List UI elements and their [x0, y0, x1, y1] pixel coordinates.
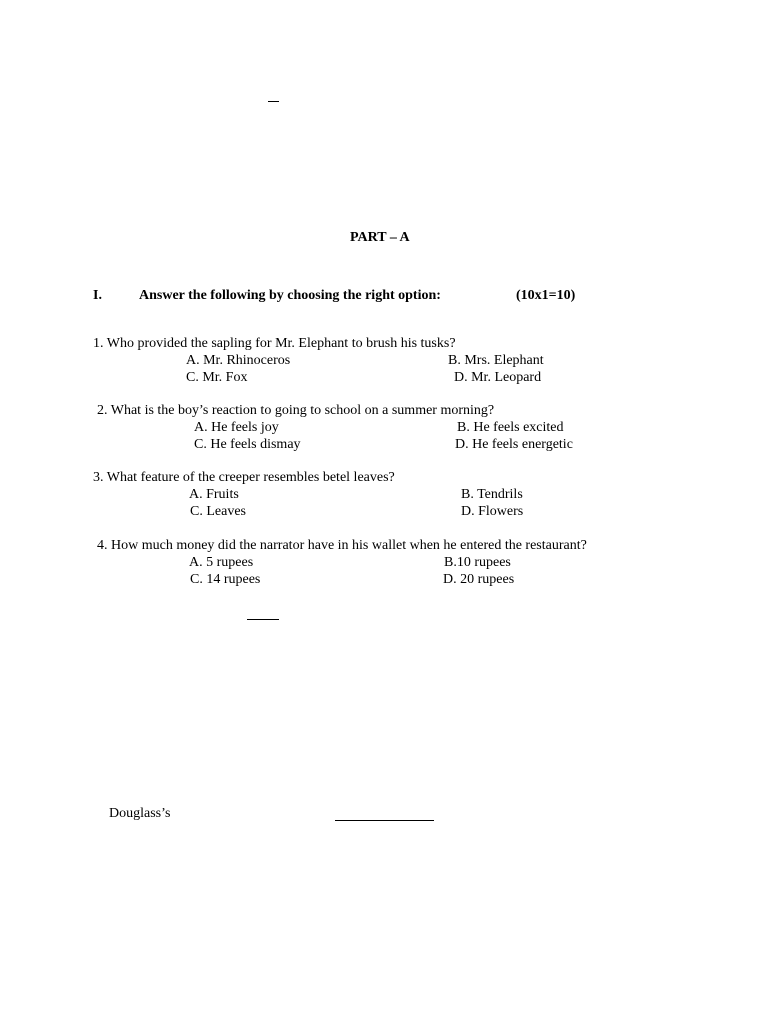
section-marks: (10x1=10)	[516, 288, 576, 303]
question-2: 2. What is the boy’s reaction to going to school on a summer morning?	[97, 403, 495, 418]
question-2-option-b: B. He feels excited	[457, 420, 564, 435]
question-3: 3. What feature of the creeper resembles betel leaves?	[93, 470, 395, 485]
footer-name: Douglass’s	[109, 806, 171, 821]
question-1-option-b: B. Mrs. Elephant	[448, 353, 544, 368]
top-dash	[268, 101, 279, 102]
part-title: PART – A	[350, 230, 410, 245]
question-3-option-c: C. Leaves	[190, 504, 246, 519]
question-4-option-d: D. 20 rupees	[443, 572, 515, 587]
question-2-option-c: C. He feels dismay	[194, 437, 301, 452]
question-3-option-b: B. Tendrils	[461, 487, 523, 502]
question-2-option-a: A. He feels joy	[194, 420, 279, 435]
question-3-option-a: A. Fruits	[189, 487, 239, 502]
question-4: 4. How much money did the narrator have in his wallet when he entered the restaurant?	[97, 538, 587, 553]
answer-blank-short	[247, 619, 279, 620]
section-number: I.	[93, 288, 102, 303]
question-3-option-d: D. Flowers	[461, 504, 524, 519]
answer-blank-long	[335, 820, 434, 821]
question-2-option-d: D. He feels energetic	[455, 437, 573, 452]
question-1-option-c: C. Mr. Fox	[186, 370, 248, 385]
question-1: 1. Who provided the sapling for Mr. Elephant to brush his tusks?	[93, 336, 456, 351]
section-instruction: Answer the following by choosing the right option:	[139, 288, 441, 303]
question-1-option-d: D. Mr. Leopard	[454, 370, 542, 385]
question-1-option-a: A. Mr. Rhinoceros	[186, 353, 291, 368]
question-4-option-b: B.10 rupees	[444, 555, 511, 570]
question-4-option-a: A. 5 rupees	[189, 555, 254, 570]
question-4-option-c: C. 14 rupees	[190, 572, 261, 587]
